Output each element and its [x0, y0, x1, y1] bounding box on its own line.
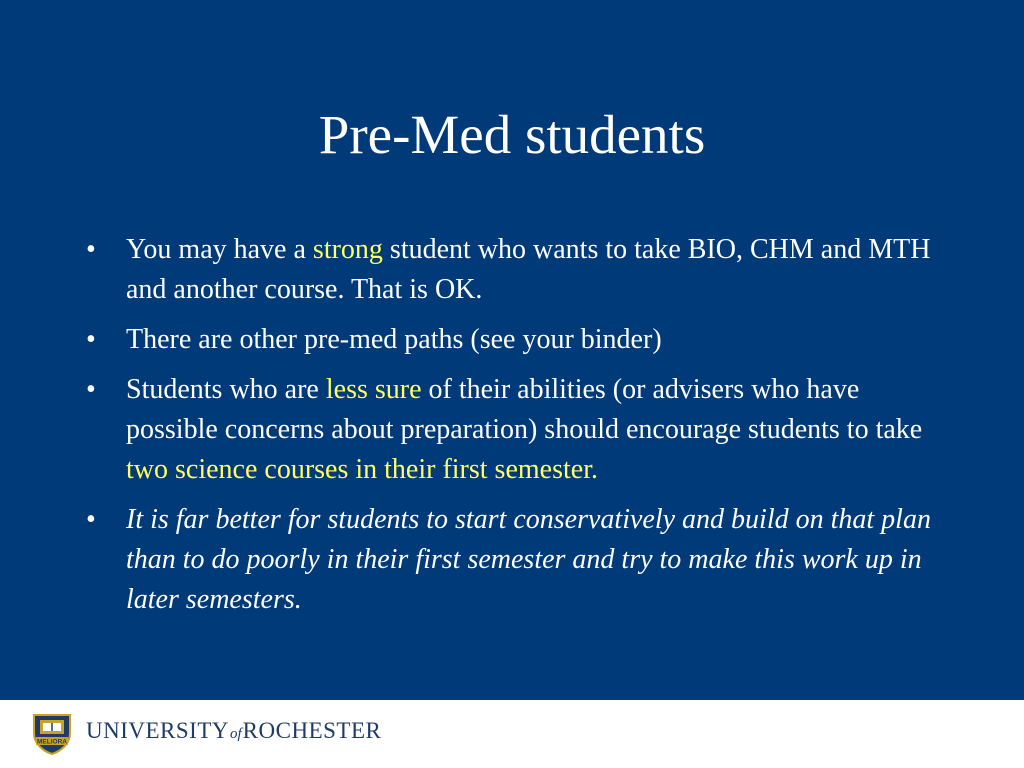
highlighted-text: strong [312, 234, 383, 265]
bullet-text-segment: student who wants to take BIO, CHM and MTH and another course. That is OK. [126, 234, 931, 305]
logo-university: UNIVERSITY [86, 718, 229, 743]
bullet-item [0, 370, 1024, 490]
bullet-text-segment: You may have a [126, 234, 313, 265]
bullet-icon: • [86, 234, 96, 265]
bullet-icon: • [86, 324, 96, 355]
bullet-item [0, 230, 1024, 310]
bullet-item [0, 320, 1024, 360]
bullet-icon: • [86, 504, 96, 535]
bullet-list [0, 230, 1024, 630]
seal-motto: MELIORA [37, 738, 67, 746]
bullet-text-segment: There are other pre-med paths (see your binder) [126, 324, 662, 355]
logo-rochester: ROCHESTER [242, 718, 382, 743]
highlighted-text: two science courses in their first semester. [126, 454, 598, 485]
university-logo [86, 716, 381, 746]
highlighted-text: less sure [325, 374, 422, 405]
bullet-text-segment: of their abilities (or advisers who have possible concerns about preparation) should encourage students to take [126, 374, 923, 445]
bullet-text-segment: It is far better for students to start conservatively and build on that plan than to do poorly in their first semester and try to make this work up in later semesters. [126, 504, 931, 615]
bullet-text-segment: Students who are [126, 374, 326, 405]
university-seal-icon [30, 711, 74, 755]
slide-title: Pre-Med students [318, 104, 706, 165]
logo-of: of [230, 726, 242, 742]
bullet-icon: • [86, 374, 96, 405]
bullet-item [0, 500, 1024, 620]
